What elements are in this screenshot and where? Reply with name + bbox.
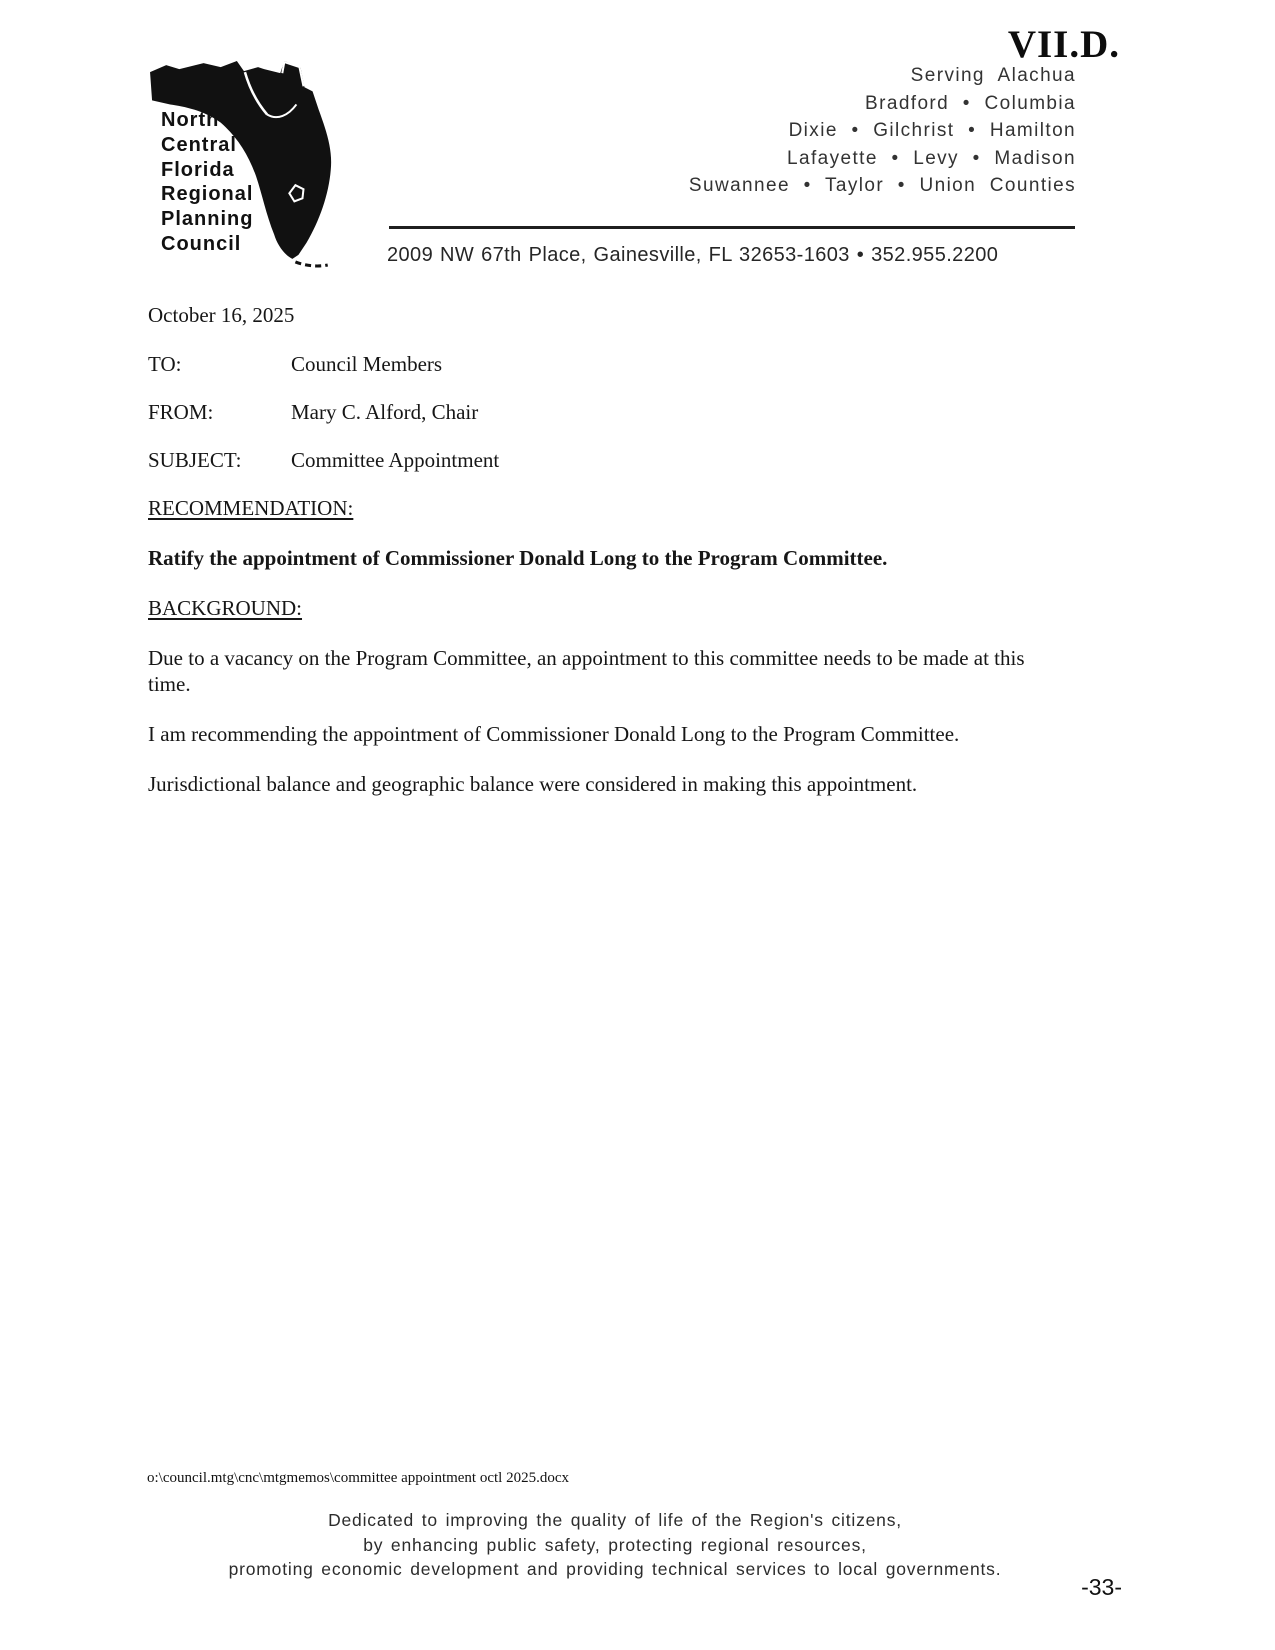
council-logo-wordmark xyxy=(161,108,253,257)
logo-line: Council xyxy=(161,232,242,255)
serving-line: Serving Alachua xyxy=(910,65,1076,86)
background-paragraph: I am recommending the appointment of Commissioner Donald Long to the Program Committee. xyxy=(148,722,960,746)
agenda-item-number: VII.D. xyxy=(1007,23,1120,66)
florida-keys-dashes xyxy=(295,262,327,266)
serving-line: Dixie • Gilchrist • Hamilton xyxy=(788,120,1076,142)
dedication-statement xyxy=(85,1508,1145,1582)
background-paragraph: Due to a vacancy on the Program Committee, an appointment to this committee needs to be made at this time. xyxy=(148,646,1025,696)
background-paragraph: Jurisdictional balance and geographic balance were considered in making this appointment. xyxy=(148,772,918,796)
field-label: TO: xyxy=(148,352,182,376)
serving-line: Suwannee • Taylor • Union Counties xyxy=(688,175,1076,197)
dedication-line: promoting economic development and providing technical services to local governments. xyxy=(228,1559,1002,1580)
field-value: Committee Appointment xyxy=(291,448,500,472)
header-divider-rule xyxy=(389,226,1075,229)
page-number: -33- xyxy=(1081,1574,1122,1600)
serving-counties-list xyxy=(689,62,1076,200)
dedication-line: by enhancing public safety, protecting regional resources, xyxy=(363,1534,867,1555)
logo-line: Regional xyxy=(161,183,254,206)
logo-line: Planning xyxy=(161,208,254,231)
serving-line: Lafayette • Levy • Madison xyxy=(787,147,1076,169)
field-value: Council Members xyxy=(291,352,443,376)
memo-body xyxy=(148,302,1066,821)
council-logo xyxy=(146,56,358,270)
logo-line: North xyxy=(161,109,220,131)
document-file-path: o:\council.mtg\cnc\mtgmemos\committee appointment octl 2025.docx xyxy=(147,1470,569,1486)
field-label: SUBJECT: xyxy=(148,448,242,472)
memo-field-from xyxy=(148,399,1066,425)
field-value: Mary C. Alford, Chair xyxy=(291,400,479,424)
dedication-line: Dedicated to improving the quality of life of the Region's citizens, xyxy=(328,1510,902,1530)
serving-line: Bradford • Columbia xyxy=(865,92,1076,114)
council-address: 2009 NW 67th Place, Gainesville, FL 32653-1603 • 352.955.2200 xyxy=(387,244,999,266)
logo-line: Central xyxy=(161,133,237,156)
recommendation-heading: RECOMMENDATION: xyxy=(148,496,354,520)
memo-date: October 16, 2025 xyxy=(148,303,295,327)
memo-field-to xyxy=(148,351,1066,377)
logo-line: Florida xyxy=(161,158,235,181)
memo-field-subject xyxy=(148,447,1066,473)
recommendation-text: Ratify the appointment of Commissioner Donald Long to the Program Committee. xyxy=(148,546,888,570)
background-heading: BACKGROUND: xyxy=(148,596,303,620)
field-label: FROM: xyxy=(148,400,214,424)
